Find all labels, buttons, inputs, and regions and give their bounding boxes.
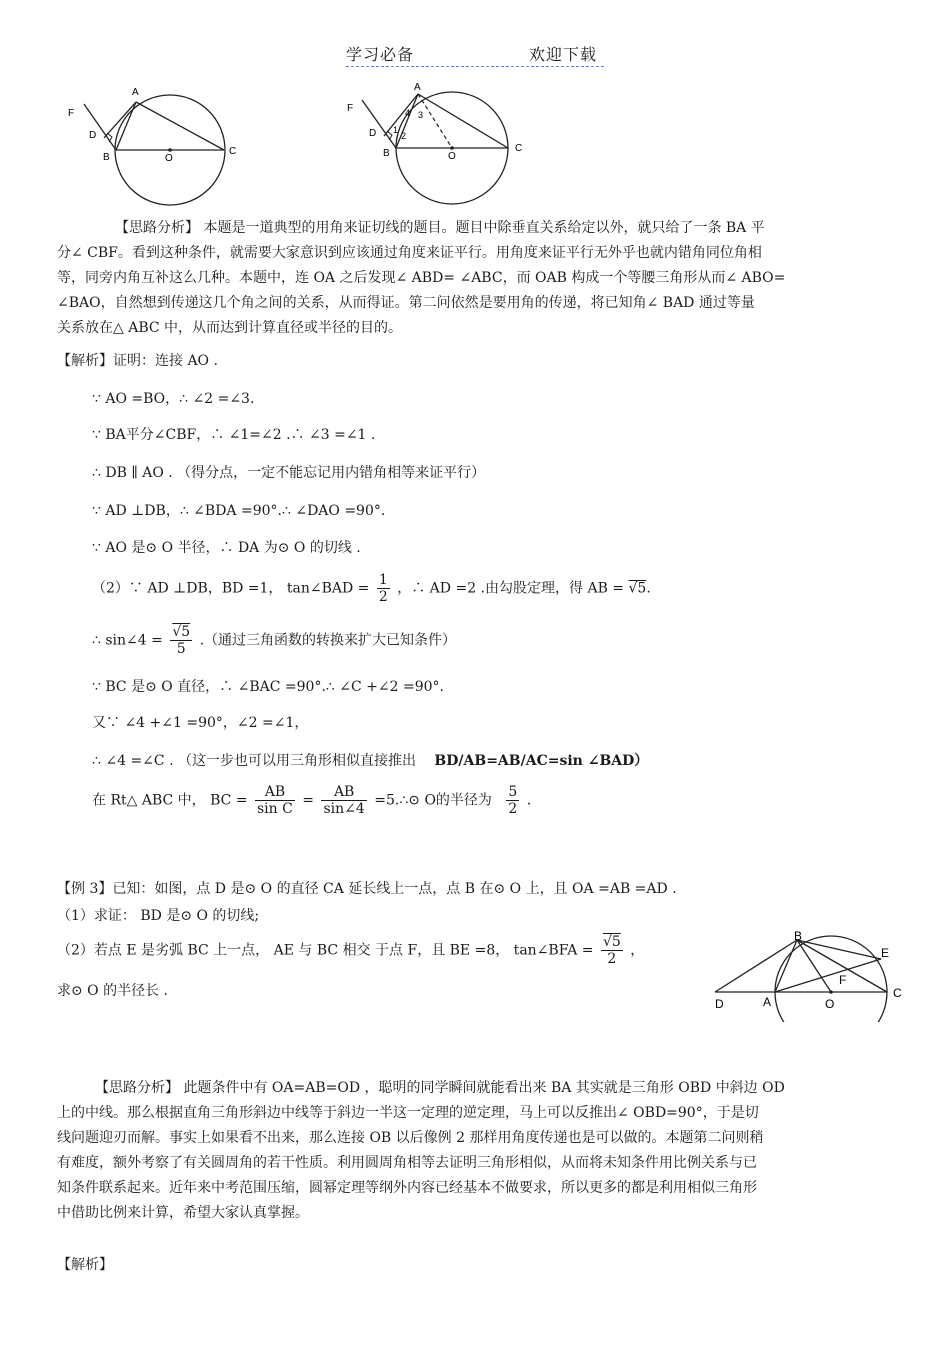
analysis-line: 分∠ CBF。看到这种条件，就需要大家意识到应该通过角度来证平行。用角度来证平行无外乎也就内错角同位角相 [57,245,762,261]
solution-step-c [92,750,648,770]
figure-2 [338,78,538,208]
part2-text: ，∴ AD =2 .由勾股定理，得 AB = [397,580,625,597]
fig2-label: 1 [393,125,399,135]
fraction-den: sin∠4 [323,801,365,817]
solution-step: ∵ AO 是⊙ O 半径，∴ DA 为⊙ O 的切线 . [92,540,361,556]
fraction-radius [506,784,519,817]
part2-text: （2）∵ AD ⊥DB，BD =1， tan∠BAD = [92,580,370,597]
figure-1 [60,82,260,212]
analysis-line: 关系放在△ ABC 中，从而达到计算直径或半径的目的。 [57,320,403,336]
fraction-num: AB [255,784,295,801]
analysis-line: 有难度，额外考察了有关圆周角的若干性质。利用圆周角相等去证明三角形相似，从而将未知条件用比例关系与已 [57,1155,757,1171]
fig2-label: F [347,103,354,114]
q2-text: （2）若点 E 是劣弧 BC 上一点， AE 与 BC 相交 于点 F，且 BE =8， tan∠BFA = [57,942,594,959]
fraction-den: 2 [607,951,617,967]
fraction-den: sin C [257,801,293,817]
figure-3 [705,922,915,1022]
period: . [646,580,651,597]
fraction-num: √5 [172,624,191,640]
fig2-label: 4 [405,108,411,118]
fig2-label: O [448,151,456,162]
fraction-ab-sin4 [321,784,366,817]
period: . [526,792,532,809]
analysis-3 [57,1076,895,1226]
fig3-label: C [893,986,902,1000]
fig2-label: 3 [418,110,424,120]
solution-intro: 【解析】证明：连接 AO . [57,353,218,369]
solution-step: ∵ BA平分∠CBF，∴ ∠1=∠2 .∴ ∠3 =∠1 . [92,427,376,443]
solution-rt [92,784,531,817]
fraction-den: 2 [378,589,388,605]
fraction-sin [170,624,192,657]
fig1-label: D [89,130,97,141]
step-note-bold: BD/AB=AB/AC=sin ∠BAD） [434,753,649,769]
analysis-line: 上的中线。那么根据直角三角形斜边中线等于斜边一半这一定理的逆定理，马上可以反推出∠ OBD=90°，于是切 [57,1105,759,1121]
example3-q1: （1）求证： BD 是⊙ O 的切线; [57,908,260,924]
example3-q2 [57,934,644,967]
fig3-label: F [839,973,847,987]
analysis-line: ∠BAO，自然想到传递这几个角之间的关系，从而得证。第二问依然是要用角的传递，将已知角∠ BAD 通过等量 [57,295,755,311]
fig2-label: 2 [401,131,407,141]
fig2-label: C [515,143,523,154]
fraction-num: √5 [602,934,621,950]
fig1-label: C [229,146,237,157]
solution-step: ∵ AD ⊥DB，∴ ∠BDA =90°.∴ ∠DAO =90°. [92,503,386,519]
rt-text: =5.∴⊙ O的半径为 [374,792,492,809]
solution-step: ∴ DB ∥ AO . （得分点，一定不能忘记用内错角相等来证平行） [92,465,486,481]
fraction-num: 1 [378,572,388,588]
solution-step: 又∵ ∠4 +∠1 =90°，∠2 =∠1， [92,715,309,731]
sin-text: ∴ sin∠4 = [92,632,163,649]
analysis-line: 中借助比例来计算，希望大家认真掌握。 [57,1205,309,1221]
fig3-label: B [794,929,803,943]
fig3-label: D [715,997,724,1011]
fraction-tan [377,572,390,605]
fraction-tan-bfa [601,934,623,967]
fraction-num: 5 [508,784,518,800]
fraction-ab-sinc [255,784,295,817]
analysis-line: 【思路分析】 此题条件中有 OA=AB=OD ，聪明的同学瞬间就能看出来 BA 其实就是三角形 OBD 中斜边 OD [95,1080,785,1096]
fig1-label: A [132,87,139,98]
q2-text: ， [630,942,645,959]
equals: = [302,792,315,809]
sqrt-five: √5 [628,580,647,597]
analysis-line: 等，同旁内角互补这么几种。本题中，连 OA 之后发现∠ ABD= ∠ABC，而 OAB 构成一个等腰三角形从而∠ ABO= [57,270,786,286]
step-text: ∴ ∠4 =∠C . （这一步也可以用三角形相似直接推出 [92,753,416,769]
fig2-label: D [369,128,377,139]
fig1-label: B [103,152,110,163]
solution-step: ∵ AO =BO，∴ ∠2 =∠3. [92,391,255,407]
analysis-line: 【思路分析】 本题是一道典型的用角来证切线的题目。题目中除垂直关系给定以外，就只给了一条 BA 平 [115,220,765,236]
fraction-den: 2 [508,801,518,817]
analysis-line: 知条件联系起来。近年来中考范围压缩，圆幂定理等纲外内容已经基本不做要求，所以更多的都是利用相似三角形 [57,1180,757,1196]
solution-sin [92,624,456,657]
fig3-label: A [763,995,772,1009]
fig3-label: E [881,946,890,960]
example3-title: 【例 3】已知：如图，点 D 是⊙ O 的直径 CA 延长线上一点，点 B 在⊙ O 上，且 OA =AB =AD . [57,881,677,897]
analysis-line: 线问题迎刃而解。事实上如果看不出来，那么连接 OB 以后像例 2 那样用角度传递也是可以做的。本题第二问则稍 [57,1130,764,1146]
header-divider [346,66,604,67]
header-left: 学习必备 [346,45,415,64]
rt-text: 在 Rt△ ABC 中， BC = [92,792,248,809]
fig3-label: O [825,997,835,1011]
fraction-den: 5 [176,641,186,657]
solution-step: ∵ BC 是⊙ O 直径，∴ ∠BAC =90°.∴ ∠C +∠2 =90°. [92,679,444,695]
sin-note: .（通过三角函数的转换来扩大已知条件） [199,632,457,649]
fig2-label: B [383,148,390,159]
header-right: 欢迎下载 [529,45,598,64]
solution3-label: 【解析】 [57,1257,113,1273]
solution-part2 [92,572,651,605]
fig2-label: A [414,82,421,93]
example3-q3: 求⊙ O 的半径长 . [57,983,169,999]
fraction-num: AB [321,784,366,801]
fig1-label: O [165,153,173,164]
analysis-1 [57,216,895,341]
fig1-label: F [68,108,75,119]
